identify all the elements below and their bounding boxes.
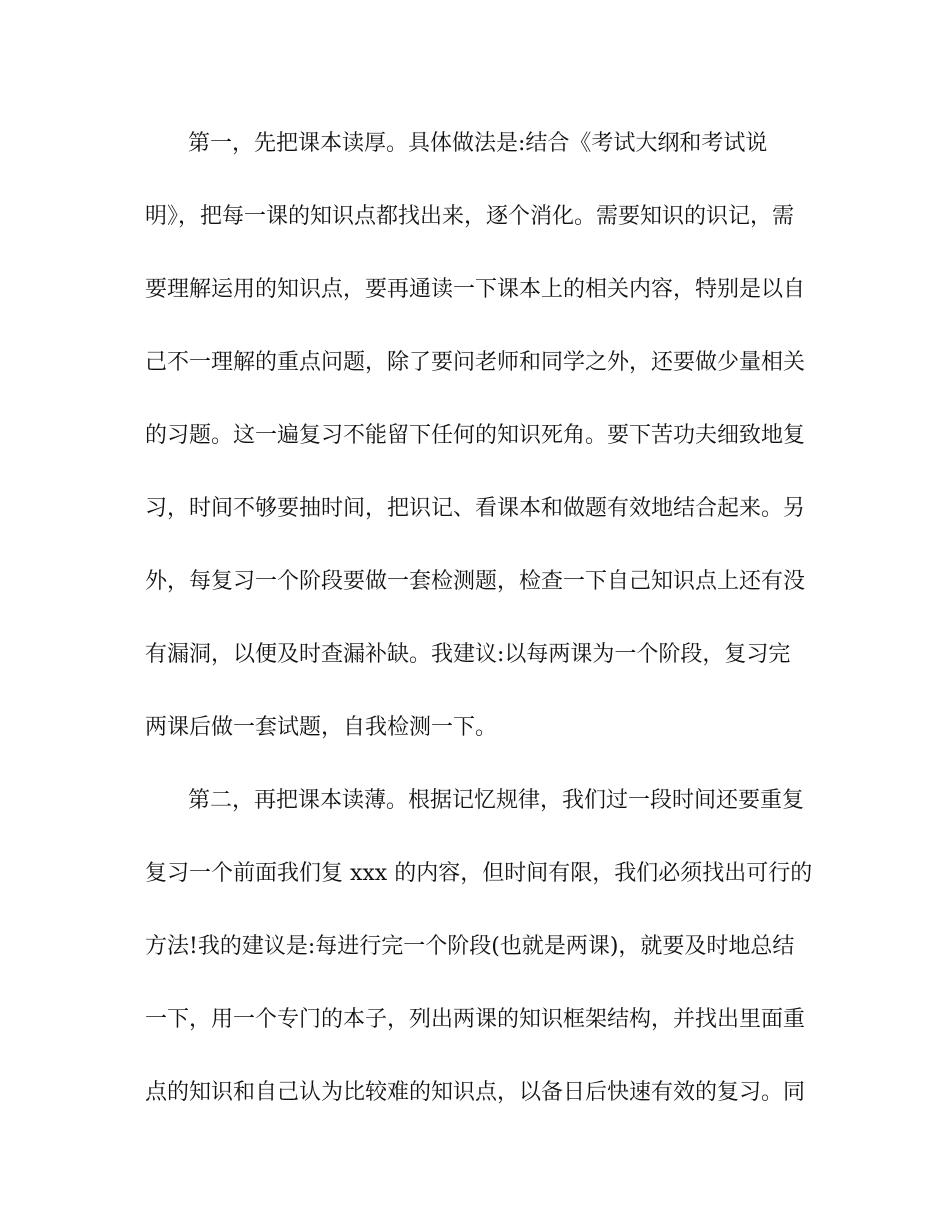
text-line <box>0 708 950 748</box>
line-text: 有漏洞，以便及时查漏补缺。我建议:以每两课为一个阶段，复习完 <box>145 642 791 667</box>
line-text: 两课后做一套试题，自我检测一下。 <box>145 715 498 740</box>
text-line <box>0 562 950 602</box>
line-text: 一下，用一个专门的本子，列出两课的知识框架结构，并找出里面重 <box>145 1007 806 1032</box>
text-line <box>0 489 950 529</box>
line-text: 己不一理解的重点问题，除了要问老师和同学之外，还要做少量相关 <box>145 350 806 375</box>
text-line <box>0 270 950 310</box>
line-text: 的习题。这一遍复习不能留下任何的知识死角。要下苦功夫细致地复 <box>145 423 806 448</box>
text-line <box>0 927 950 967</box>
line-text: 点的知识和自己认为比较难的知识点，以备日后快速有效的复习。同 <box>145 1080 806 1105</box>
line-text: 第一，先把课本读厚。具体做法是:结合《考试大纲和考试说 <box>188 131 768 156</box>
text-line <box>0 416 950 456</box>
line-text: 明》，把每一课的知识点都找出来，逐个消化。需要知识的识记，需 <box>145 204 795 229</box>
text-line <box>0 124 950 164</box>
line-text: 要理解运用的知识点，要再通读一下课本上的相关内容，特别是以自 <box>145 277 806 302</box>
text-line <box>0 1073 950 1113</box>
line-text: 外，每复习一个阶段要做一套检测题，检查一下自己知识点上还有没 <box>145 569 806 594</box>
line-text: 方法!我的建议是:每进行完一个阶段(也就是两课)，就要及时地总结 <box>145 934 795 959</box>
line-text: 习，时间不够要抽时间，把识记、看课本和做题有效地结合起来。另 <box>145 496 806 521</box>
text-line <box>0 197 950 237</box>
text-line <box>0 1000 950 1040</box>
line-text: 复习一个前面我们复 xxx 的内容，但时间有限，我们必须找出可行的 <box>145 861 813 886</box>
text-line <box>0 854 950 894</box>
text-line <box>0 343 950 383</box>
text-line <box>0 635 950 675</box>
line-text: 第二，再把课本读薄。根据记忆规律，我们过一段时间还要重复 <box>188 788 805 813</box>
text-line <box>0 781 950 821</box>
